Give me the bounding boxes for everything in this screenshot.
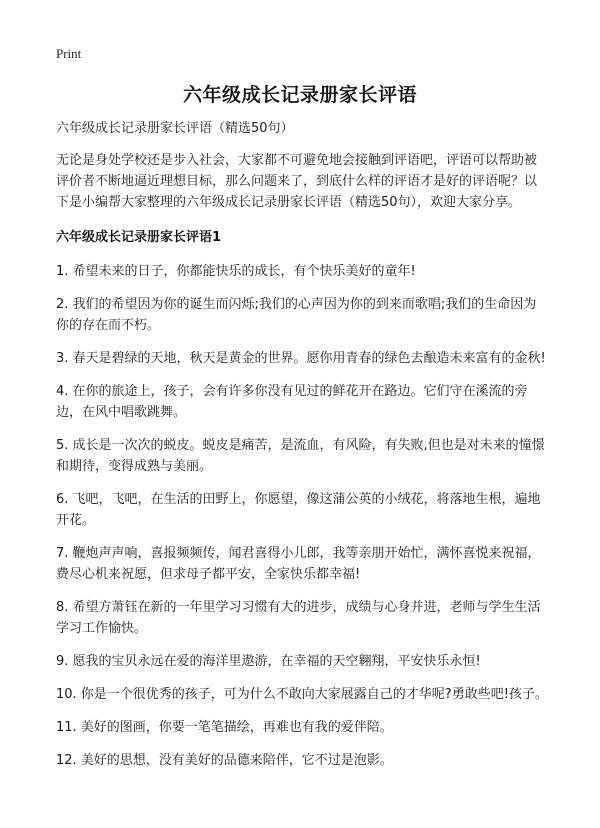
comment-item-7: 7. 鞭炮声声响，喜报频频传，闻君喜得小儿郎，我等亲朋开始忙，满怀喜悦来祝福，费尽心机来祝愿，但求母子都平安，全家快乐都幸福! (56, 546, 541, 582)
comment-item-11: 11. 美好的图画，你要一笔笔描绘，再难也有我的爱伴陪。 (56, 720, 393, 735)
document-body (56, 118, 548, 783)
subtitle: 六年级成长记录册家长评语（精选50句） (56, 121, 294, 136)
print-link[interactable]: Print (56, 46, 82, 61)
comment-item-12: 12. 美好的思想，没有美好的品德来陪伴，它不过是泡影。 (56, 753, 393, 768)
section-heading: 六年级成长记录册家长评语1 (56, 230, 222, 245)
intro-paragraph: 无论是身处学校还是步入社会，大家都不可避免地会接触到评语吧，评语可以帮助被评价者不断地逼近理想目标，那么问题来了，到底什么样的评语才是好的评语呢？以下是小编帮大家整理的六年级成长记录册家长评语（精选50句），欢迎大家分享。 (56, 153, 538, 210)
comment-item-2: 2. 我们的希望因为你的诞生而闪烁;我们的心声因为你的到来而歌唱;我们的生命因为你的存在而不朽。 (56, 297, 537, 333)
comment-item-3: 3. 春天是碧绿的天地，秋天是黄金的世界。愿你用青春的绿色去酿造未来富有的金秋! (56, 351, 546, 366)
comment-item-5: 5. 成长是一次次的蜕皮。蜕皮是痛苦，是流血，有风险，有失败,但也是对未来的憧憬和期待，变得成熟与美丽。 (56, 438, 545, 474)
comment-item-6: 6. 飞吧，飞吧，在生活的田野上，你愿望，像这蒲公英的小绒花，将落地生根，遍地开花。 (56, 492, 541, 528)
comment-item-10: 10. 你是一个很优秀的孩子，可为什么不敢向大家展露自己的才华呢?勇敢些吧!孩子。 (56, 687, 548, 702)
comment-item-9: 9. 愿我的宝贝永远在爱的海洋里遨游，在幸福的天空翱翔，平安快乐永恒! (56, 654, 481, 669)
comment-item-4: 4. 在你的旅途上，孩子，会有许多你没有见过的鲜花开在路边。它们守在溪流的旁边，在风中唱歌跳舞。 (56, 384, 528, 420)
comment-item-8: 8. 希望方萧钰在新的一年里学习习惯有大的进步，成绩与心身并进，老师与学生生活学习工作愉快。 (56, 600, 541, 636)
comment-item-1: 1. 希望未来的日子，你都能快乐的成长，有个快乐美好的童年! (56, 264, 416, 279)
page-title: 六年级成长记录册家长评语 (182, 84, 417, 106)
